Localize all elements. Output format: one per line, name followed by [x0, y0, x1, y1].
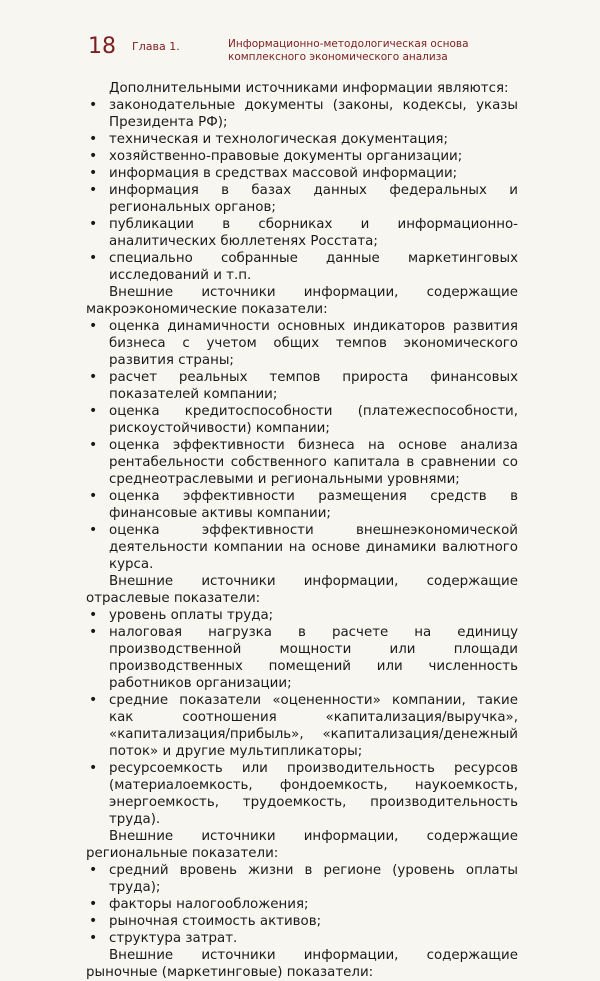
list-item: • ресурсоемкость или производительность ресурсов (материалоемкость, фондоемкость, наукоемкость, энергоемкость, трудоемкость, производительность труда). — [86, 760, 518, 828]
list-item: • факторы налогообложения; — [86, 896, 518, 913]
list-item: • оценка динамичности основных индикаторов развития бизнеса с учетом общих темпов экономического развития страны; — [86, 318, 518, 369]
list-item: • хозяйственно-правовые документы организации; — [86, 148, 518, 165]
list-item: • специально собранные данные маркетинговых исследований и т.п. — [86, 250, 518, 284]
list-item: • публикации в сборниках и информационно-аналитических бюллетенях Росстата; — [86, 216, 518, 250]
bullet-list — [86, 862, 518, 947]
running-header — [0, 30, 600, 70]
section-intro: Внешние источники информации, содержащие отраслевые показатели: — [86, 574, 518, 606]
list-item: • рыночная стоимость активов; — [86, 913, 518, 930]
list-item: • законодательные документы (законы, кодексы, указы Президента РФ); — [86, 97, 518, 131]
page-body — [86, 80, 518, 981]
header-title-line: Информационно-методологическая основа — [228, 38, 469, 50]
list-item: • оценка кредитоспособности (платежеспособности, рискоустойчивости) компании; — [86, 403, 518, 437]
page-number: 18 — [88, 34, 116, 59]
list-item: • техническая и технологическая документация; — [86, 131, 518, 148]
list-item: • оценка эффективности внешнеэкономической деятельности компании на основе динамики валютного курса. — [86, 522, 518, 573]
chapter-label: Глава 1. — [132, 40, 180, 53]
list-item: • средние показатели «оцененности» компании, такие как соотношения «капитализация/выручка», «капитализация/прибыль», «капитализация/денежный поток» и другие мультипликаторы; — [86, 692, 518, 760]
bullet-list — [86, 97, 518, 284]
bullet-list — [86, 318, 518, 573]
list-item: • структура затрат. — [86, 930, 518, 947]
list-item: • средний вровень жизни в регионе (уровень оплаты труда); — [86, 862, 518, 896]
section-intro: Внешние источники информации, содержащие рыночные (маркетинговые) показатели: — [86, 948, 518, 980]
list-item: • расчет реальных темпов прироста финансовых показателей компании; — [86, 369, 518, 403]
list-item: • оценка эффективности размещения средств в финансовые активы компании; — [86, 488, 518, 522]
header-title — [228, 38, 478, 64]
list-item: • уровень оплаты труда; — [86, 607, 518, 624]
header-title-line: комплексного экономического анализа — [228, 51, 448, 63]
list-item: • оценка эффективности бизнеса на основе анализа рентабельности собственного капитала в сравнении со среднеотраслевыми и региональными уровнями; — [86, 437, 518, 488]
section-intro: Внешние источники информации, содержащие региональные показатели: — [86, 829, 518, 861]
bullet-list — [86, 607, 518, 828]
section-intro: Внешние источники информации, содержащие макроэкономические показатели: — [86, 285, 518, 317]
list-item: • налоговая нагрузка в расчете на единицу производственной мощности или площади производственных помещений или численность работников организации; — [86, 624, 518, 692]
list-item: • информация в средствах массовой информации; — [86, 165, 518, 182]
section-intro: Дополнительными источниками информации являются: — [109, 81, 509, 96]
list-item: • информация в базах данных федеральных и региональных органов; — [86, 182, 518, 216]
